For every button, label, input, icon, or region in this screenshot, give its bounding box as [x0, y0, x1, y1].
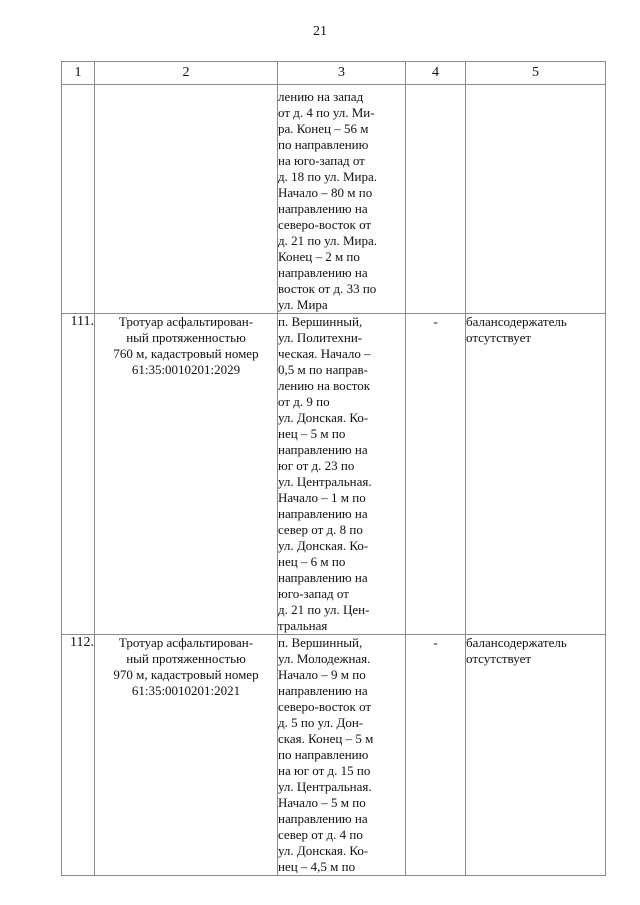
address-line: ул. Центральная.	[278, 474, 372, 489]
address-line: северо-восток от	[278, 699, 372, 714]
address-line: нец – 6 м по	[278, 554, 346, 569]
address-line: от д. 4 по ул. Ми-	[278, 105, 375, 120]
object-name-line: 61:35:0010201:2029	[131, 362, 241, 377]
object-name-cell	[95, 314, 278, 635]
address-line: нец – 4,5 м по	[278, 859, 356, 874]
address-line: ская. Конец – 5 м	[278, 731, 374, 746]
address-line: ра. Конец – 56 м	[278, 121, 369, 136]
address-line: направлению на	[278, 265, 368, 280]
header-col-5: 5	[466, 62, 606, 85]
address-line: ул. Донская. Ко-	[278, 538, 369, 553]
page-number: 21	[313, 24, 327, 39]
address-line: нец – 5 м по	[278, 426, 346, 441]
address-line: ческая. Начало –	[278, 346, 371, 361]
address-line: ул. Донская. Ко-	[278, 843, 369, 858]
address-line: Начало – 80 м по	[278, 185, 373, 200]
col4-value: -	[406, 314, 466, 635]
address-line: восток от д. 33 по	[278, 281, 377, 296]
address-cell	[278, 314, 406, 635]
table-row	[62, 635, 606, 876]
address-line: на юго-запад от	[278, 153, 365, 168]
address-line: ул. Мира	[278, 297, 328, 312]
address-line: лению на восток	[278, 378, 371, 393]
address-line: лению на запад	[278, 89, 364, 104]
header-col-3: 3	[278, 62, 406, 85]
address-line: направлению на	[278, 570, 368, 585]
address-line: п. Вершинный,	[278, 314, 363, 329]
continuation-address-cell	[278, 85, 406, 314]
object-name-line: 760 м, кадастровый номер	[113, 346, 259, 361]
address-line: Начало – 9 м по	[278, 667, 366, 682]
address-line: ул. Политехни-	[278, 330, 363, 345]
address-line: направлению на	[278, 811, 368, 826]
registry-table	[61, 61, 606, 876]
object-name-cell	[95, 635, 278, 876]
row-number: 111.	[62, 314, 95, 635]
address-line: направлению на	[278, 683, 368, 698]
address-line: ул. Молодежная.	[278, 651, 371, 666]
object-name-line: ный протяженностью	[126, 651, 246, 666]
table-row	[62, 314, 606, 635]
object-name-line: 61:35:0010201:2021	[131, 683, 241, 698]
address-line: д. 21 по ул. Мира.	[278, 233, 378, 248]
address-line: юго-запад от	[278, 586, 349, 601]
address-line: ул. Центральная.	[278, 779, 372, 794]
continuation-col4-cell	[406, 85, 466, 314]
address-line: на юг от д. 15 по	[278, 763, 371, 778]
address-line: север от д. 4 по	[278, 827, 363, 842]
address-line: Начало – 5 м по	[278, 795, 366, 810]
address-cell	[278, 635, 406, 876]
owner-line: отсутствует	[466, 330, 532, 345]
owner-line: балансодержатель	[466, 635, 567, 650]
address-line: по направлению	[278, 137, 369, 152]
object-name-line: Тротуар асфальтирован-	[118, 635, 254, 650]
address-line: д. 18 по ул. Мира.	[278, 169, 378, 184]
header-col-4: 4	[406, 62, 466, 85]
address-line: направлению на	[278, 506, 368, 521]
address-line: Начало – 1 м по	[278, 490, 366, 505]
address-line: д. 5 по ул. Дон-	[278, 715, 364, 730]
continuation-owner-cell	[466, 85, 606, 314]
object-name-line: Тротуар асфальтирован-	[118, 314, 254, 329]
object-name-line: 970 м, кадастровый номер	[113, 667, 259, 682]
address-line: юг от д. 23 по	[278, 458, 355, 473]
object-name-line: ный протяженностью	[126, 330, 246, 345]
address-line: северо-восток от	[278, 217, 372, 232]
address-line: ул. Донская. Ко-	[278, 410, 369, 425]
continuation-name-cell	[95, 85, 278, 314]
address-line: направлению на	[278, 442, 368, 457]
header-col-1: 1	[62, 62, 95, 85]
address-line: д. 21 по ул. Цен-	[278, 602, 370, 617]
continuation-row	[62, 85, 606, 314]
address-line: п. Вершинный,	[278, 635, 363, 650]
owner-line: балансодержатель	[466, 314, 567, 329]
owner-line: отсутствует	[466, 651, 532, 666]
header-row	[62, 62, 606, 85]
address-line: от д. 9 по	[278, 394, 330, 409]
address-line: направлению на	[278, 201, 368, 216]
header-col-2: 2	[95, 62, 278, 85]
col4-value: -	[406, 635, 466, 876]
address-line: 0,5 м по направ-	[278, 362, 368, 377]
address-line: по направлению	[278, 747, 369, 762]
row-number: 112.	[62, 635, 95, 876]
owner-cell	[466, 314, 606, 635]
address-line: Конец – 2 м по	[278, 249, 360, 264]
address-line: тральная	[278, 618, 328, 633]
address-line: север от д. 8 по	[278, 522, 363, 537]
continuation-number-cell	[62, 85, 95, 314]
owner-cell	[466, 635, 606, 876]
